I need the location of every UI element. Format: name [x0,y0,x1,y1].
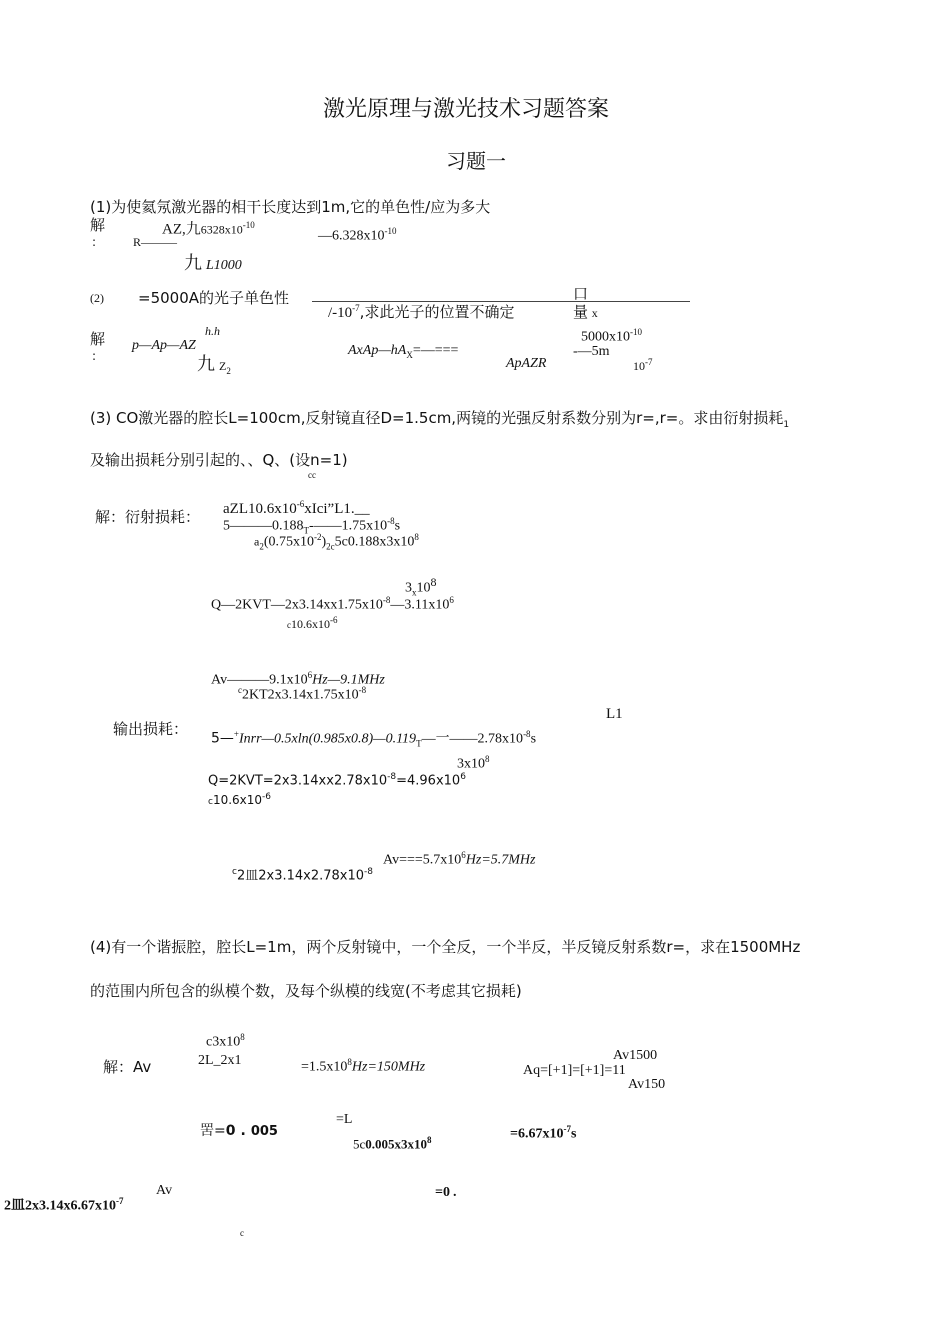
page-title: 激光原理与激光技术习题答案 [323,97,610,122]
formula-text: =0 [435,1185,450,1200]
exponent: 8 [485,754,490,764]
formula-text: h.h [205,324,220,338]
section-title: 习题一 [446,149,506,173]
exponent: 6 [460,772,466,782]
subscript: T [303,525,309,536]
formula-text: AxAp—hA [348,343,407,358]
formula-line [301,1057,426,1075]
exponent: -8 [523,729,531,739]
exponent: -8 [364,867,373,877]
formula-text: 0.005x3x10 [365,1136,428,1152]
formula-text: AZ,九 [162,221,201,238]
question-text: 及输出损耗分别引起的、、Q、(设n=1) [90,451,348,469]
formula-line [184,253,242,274]
question-2-cont [328,303,514,322]
formula-line [353,1135,432,1152]
formula-text: 3x10 [457,756,485,772]
subscript: 1 [783,420,790,430]
formula-line [4,1196,124,1214]
formula-line [510,1124,577,1142]
formula-text: Av———9.1x10 [211,672,308,688]
exponent: -6 [296,499,305,509]
formula-line [208,792,271,808]
question-4: (4)有一个谐振腔，腔长L=1m，两个反射镜中，一个全反，一个半反，半反镜反射系数r=，求在1500MHz [90,938,801,956]
question-4-cont: 的范围内所包含的纵模个数，及每个纵模的线宽(不考虑其它损耗) [90,982,522,1000]
exponent: -8 [387,772,397,782]
formula-text: 九 [197,354,215,374]
exponent: 8 [427,1135,432,1145]
formula-text: s [530,731,537,747]
formula-line [208,772,466,789]
formula-line: -—5m [573,344,610,359]
variable: x [591,306,598,320]
formula-line [383,850,536,869]
formula-text: =—=== [412,343,459,358]
exponent: -7 [645,357,653,367]
formula-text: c [240,1228,244,1238]
formula-text: Av===5.7x10 [383,852,462,868]
exponent: 8 [430,575,437,589]
formula-text: s [570,1126,577,1142]
exponent: 6 [461,850,466,860]
solution-colon: : [92,349,97,363]
exponent: -10 [384,226,397,236]
formula-line [254,532,419,552]
formula-text: (0.75x10 [263,534,314,550]
box-glyph: 口 [573,285,589,303]
exponent: -7 [352,303,360,313]
question-text: (3) CO激光器的腔长L=100cm,反射镜直径D=1.5cm,两镜的光强反射系数分别为r=,r=。求由衍射损耗 [90,409,784,427]
formula-line: Av [156,1183,173,1198]
exponent: -7 [116,1196,124,1206]
formula-text: 005 [250,1124,278,1139]
formula-text: ) [321,534,327,550]
formula-line [206,1032,245,1051]
formula-text: 5c [353,1136,366,1152]
formula-text: Q=2KVT=2x3.14xx2.78x10 [208,773,388,789]
formula-text: c [287,620,291,630]
exponent: -8 [358,685,367,695]
formula-text: s [394,518,401,534]
formula-text: c [232,867,237,877]
formula-text: 5000x10 [581,329,630,345]
formula-line: Av150 [628,1077,666,1092]
superscript: + [233,729,239,739]
subscript: T [416,738,422,749]
formula-text: xIci”L1.__ [304,501,370,517]
formula-text: c3x10 [206,1034,241,1050]
formula-text: 5— [211,730,234,747]
formula-text: 10 [633,359,645,373]
question-3-cont [90,452,348,469]
formula-text: Hz=150MHz [351,1059,426,1075]
exponent: -6 [330,615,338,625]
exponent: -10 [630,327,642,337]
formula-text: —3.11x10 [390,597,450,613]
formula-text: 6328x10 [200,222,243,237]
formula-text: 2KT2x3.14x1.75x10 [242,687,359,703]
subscript: x [412,587,417,598]
formula-text: =4.96x10 [396,773,461,789]
formula-line [633,357,653,374]
question-text [573,304,598,322]
formula-text: Q—2KVT—2x3.14xx1.75x10 [211,597,383,613]
exponent: -10 [242,220,255,230]
formula-text: Inrr—0.5xln(0.985x0.8)—0.119 [239,731,417,747]
formula-text: c [208,797,213,807]
formula-text: . [240,1123,246,1139]
formula-text: 2皿2x3.14x2.78x10 [236,868,365,884]
solution-label: 解 [90,330,106,348]
formula-line [232,867,373,884]
formula-text: 10 [416,580,431,596]
formula-line [238,685,366,704]
formula-text: =6.67x10 [510,1126,564,1142]
formula-text: Z [219,359,227,373]
formula-line [287,615,338,632]
formula-line: L1 [606,706,623,722]
solution-label: 解：Av [103,1058,152,1076]
formula-text: 罟= [200,1123,226,1139]
exponent: 6 [307,670,313,680]
formula-line: p—Ap—AZ [132,338,196,353]
formula-text: —6.328x10 [318,228,385,244]
formula-line [197,354,231,377]
formula-text: aZL10.6x10 [223,501,297,517]
formula-text: 5———0.188 [223,518,304,534]
solution-colon: : [92,235,97,249]
formula-line: Av1500 [613,1048,658,1063]
subscript: 2c [326,541,335,552]
formula-text: . [452,1185,457,1200]
formula-line [435,1185,456,1201]
formula-text: Hz—9.1MHz [312,672,385,688]
formula-text: c [238,685,242,695]
formula-line [211,595,454,614]
formula-line: =L [336,1112,353,1127]
formula-line: ApAZR [506,356,547,371]
formula-text: L1000 [206,258,242,273]
solution-label: 解：衍射损耗： [95,508,201,526]
formula-text: 10.6x10 [291,617,330,631]
formula-line [348,343,458,360]
question-text: 量 [573,303,589,321]
formula-text: 5c0.188x3x10 [334,534,415,550]
exponent: -8 [382,595,391,605]
formula-text: =1.5x10 [301,1059,348,1075]
formula-text: 10.6x10 [212,793,263,807]
formula-line [211,729,536,749]
exponent: -2 [314,532,322,542]
formula-text: 九 [184,253,202,273]
formula-text: -——1.75x10 [309,518,388,534]
formula-text: a [254,534,260,549]
formula-text: Hz=5.7MHz [465,852,536,868]
formula-text: —一——2.78x10 [421,731,524,747]
formula-text: 0 [225,1123,236,1139]
question-text: ,求此光子的位置不确定 [359,303,515,321]
subscript: X [406,349,413,360]
exponent: 6 [449,595,454,605]
subscript: cc [308,470,316,480]
divider-line [312,301,690,302]
exponent: -7 [563,1124,571,1134]
formula-line [200,1123,278,1140]
question-text: /-10 [328,305,353,321]
formula-line: R——— [133,235,178,249]
exponent: -6 [262,792,272,802]
exponent: 8 [240,1032,245,1042]
question-number: (2) [90,291,104,305]
question-2: =5000A的光子单色性 [138,289,290,307]
formula-line [581,327,642,346]
subscript: 2 [226,366,231,377]
formula-line [457,754,490,773]
question-1: (1)为使氦氖激光器的相干长度达到1m,它的单色性/应为多大 [90,198,491,216]
solution-label: 解 [90,216,106,234]
output-loss-label: 输出损耗： [113,720,189,738]
exponent: 8 [414,532,419,542]
formula-text: 2皿2x3.14x6.67x10 [4,1198,116,1214]
exponent: 8 [347,1057,352,1067]
formula-line: 2L_2x1 [198,1053,242,1068]
exponent: -8 [387,516,395,526]
formula-line [318,226,397,245]
subscript: 2 [259,541,264,552]
formula-line: Aq=[+1]=[+1]=11 [523,1063,626,1078]
formula-text: 3 [405,580,412,596]
question-3 [90,410,789,430]
